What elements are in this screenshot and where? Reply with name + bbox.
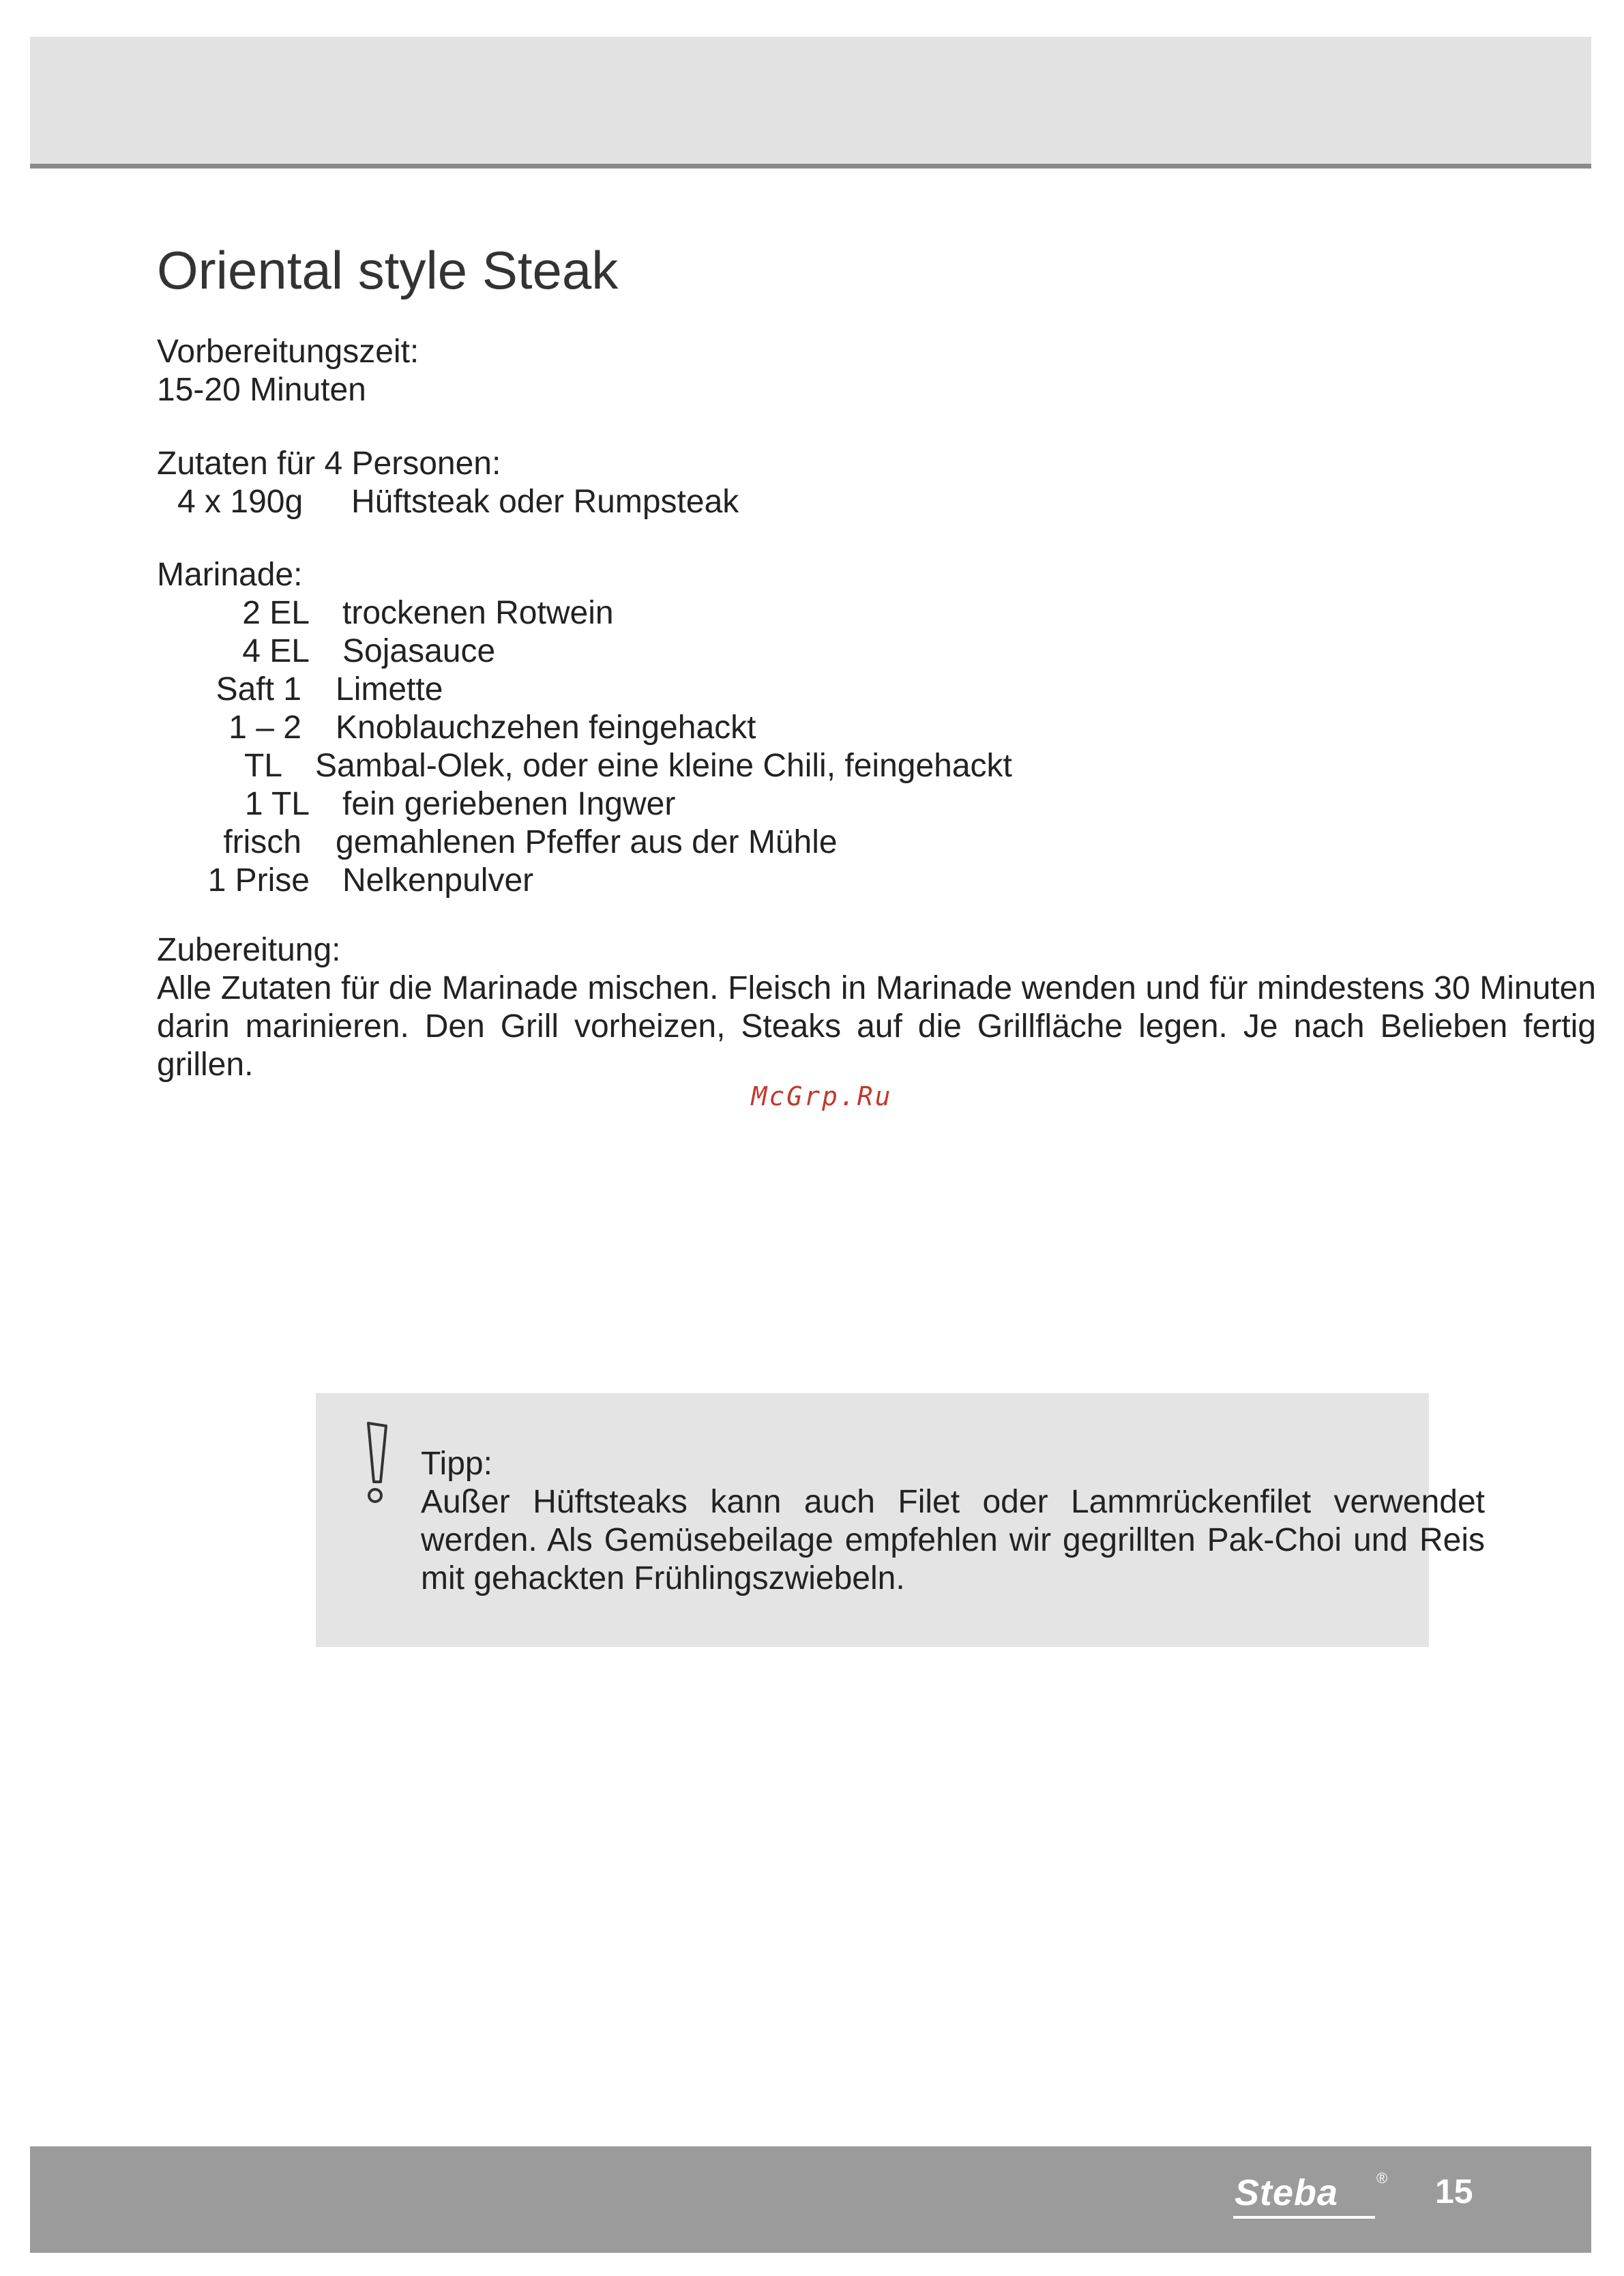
registered-mark: ®: [1376, 2170, 1388, 2187]
ingredient-row: [157, 483, 739, 521]
marinade-row: [157, 862, 534, 900]
marinade-qty: 4 EL: [242, 633, 310, 669]
marinade-qty: frisch: [223, 824, 301, 860]
marinade-qty: 1 TL: [244, 786, 310, 822]
ingredients-section: [157, 445, 739, 521]
marinade-item: Nelkenpulver: [342, 862, 534, 899]
page-number: 15: [1435, 2172, 1473, 2211]
marinade-qty: 1 – 2: [228, 710, 301, 746]
exclamation-icon: [361, 1419, 392, 1508]
marinade-label: Marinade:: [157, 557, 303, 593]
tip-text: Außer Hüftsteaks kann auch Filet oder Lammrückenfilet verwendet werden. Als Gemüsebeilage empfehlen wir gegrillten Pak-Choi und Reis mit gehackten Frühlingszwiebeln.: [421, 1484, 1485, 1596]
marinade-item: Limette: [336, 671, 443, 707]
method-text: Alle Zutaten für die Marinade mischen. Fleisch in Marinade wenden und für mindestens 30 Minuten darin marinieren. Den Grill vorheizen, Steaks auf die Grillfläche legen. Je nach Belieben fertig grillen.: [157, 970, 1596, 1083]
header-band: [30, 37, 1591, 169]
marinade-row: [157, 709, 756, 747]
ingredient-qty: 4 x 190g: [177, 484, 304, 520]
marinade-item: fein geriebenen Ingwer: [342, 786, 676, 822]
marinade-section: [157, 556, 1012, 900]
prep-time-section: [157, 333, 419, 409]
marinade-item: trockenen Rotwein: [342, 595, 614, 631]
method-label: Zubereitung:: [157, 932, 341, 968]
tip-content: [421, 1445, 1485, 1598]
prep-time-value: 15-20 Minuten: [157, 372, 366, 408]
marinade-item: gemahlenen Pfeffer aus der Mühle: [336, 824, 838, 860]
marinade-row: [157, 823, 838, 862]
marinade-item: Sojasauce: [342, 633, 496, 669]
brand-logo-underline: [1233, 2216, 1375, 2219]
marinade-qty: TL: [243, 748, 282, 784]
prep-time-label: Vorbereitungszeit:: [157, 334, 419, 370]
marinade-row: [157, 594, 614, 632]
page-title: Oriental style Steak: [157, 240, 619, 300]
marinade-item: Sambal-Olek, oder eine kleine Chili, feingehackt: [315, 748, 1012, 784]
marinade-row: [157, 785, 676, 823]
brand-logo: Steba: [1235, 2172, 1339, 2213]
marinade-qty: 1 Prise: [207, 862, 310, 899]
tip-label: Tipp:: [421, 1446, 492, 1482]
marinade-qty: 2 EL: [242, 595, 310, 631]
watermark: McGrp.Ru: [751, 1081, 893, 1111]
footer-band: [30, 2146, 1591, 2253]
marinade-row: [157, 747, 1012, 785]
ingredients-label: Zutaten für 4 Personen:: [157, 446, 501, 482]
method-section: [157, 931, 1596, 1084]
marinade-qty: Saft 1: [216, 671, 301, 707]
marinade-row: [157, 671, 443, 709]
ingredient-item: Hüftsteak oder Rumpsteak: [351, 484, 739, 520]
marinade-item: Knoblauchzehen feingehackt: [336, 710, 756, 746]
marinade-row: [157, 632, 496, 671]
